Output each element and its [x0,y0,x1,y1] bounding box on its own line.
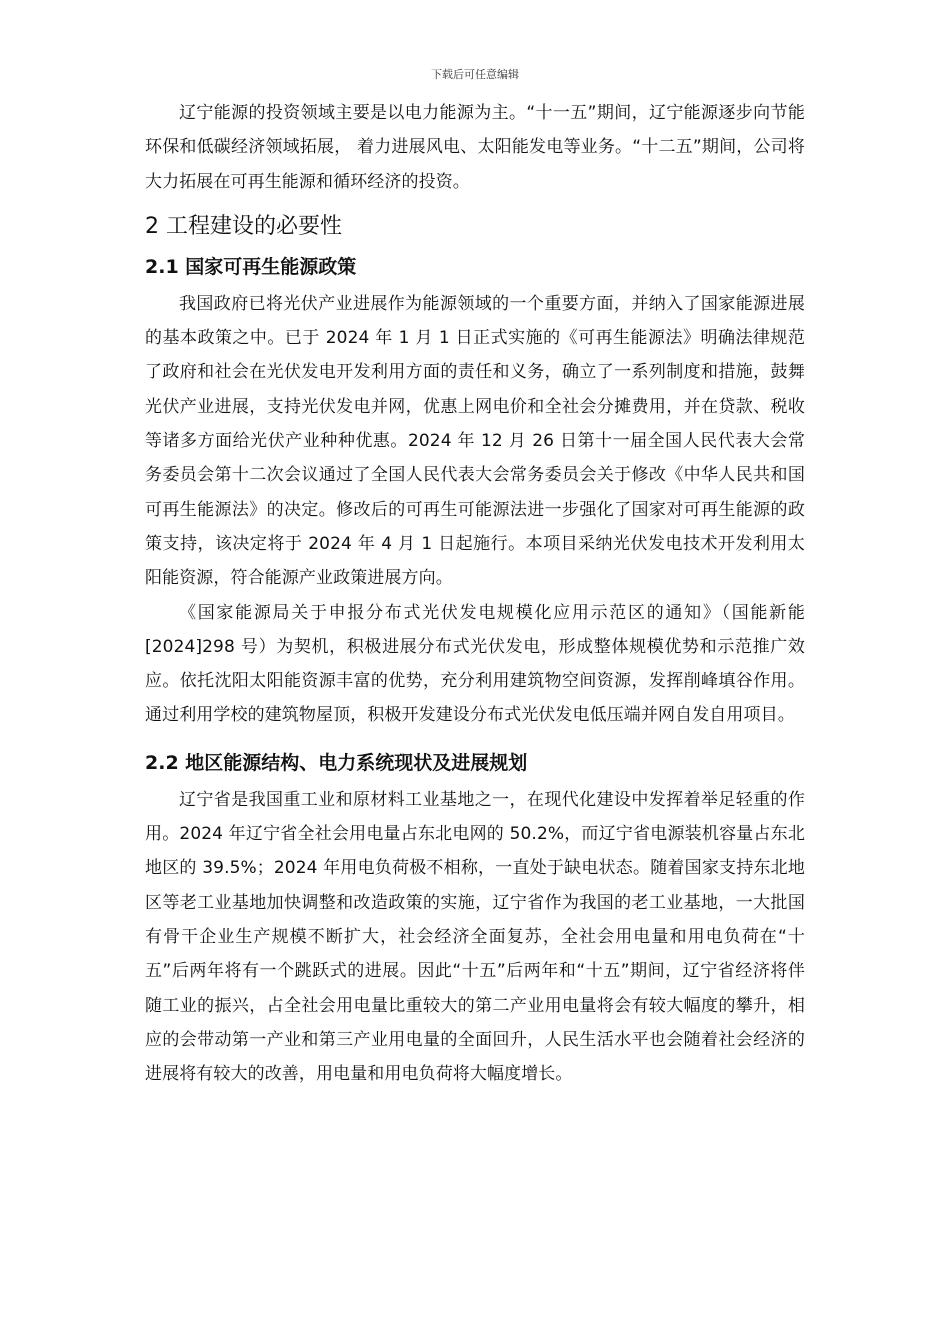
section-2-1-heading: 2.1 国家可再生能源政策 [145,255,357,278]
document-body [145,96,805,1091]
section-2-1-paragraph-1: 我国政府已将光伏产业进展作为能源领域的一个重要方面，并纳入了国家能源进展的基本政策之中。已于 2024 年 1 月 1 日正式实施的《可再生能源法》明确法律规范了政府和社会在光伏发电开发利用方面的责任和义务，确立了一系列制度和措施，鼓舞光伏产业进展，支持光伏发电并网，优惠上网电价和全社会分摊费用，并在贷款、税收等诸多方面给光伏产业种种优惠。2024 年 12 月 26 日第十一届全国人民代表大会常务委员会第十二次会议通过了全国人民代表大会常务委员会关于修改《中华人民共和国可再生能源法》的决定。修改后的可再生可能源法进一步强化了国家对可再生能源的政策支持，该决定将于 2024 年 4 月 1 日起施行。本项目采纳光伏发电技术开发利用太阳能资源，符合能源产业政策进展方向。 [145,293,805,589]
section-2-2-paragraph-1: 辽宁省是我国重工业和原材料工业基地之一，在现代化建设中发挥着举足轻重的作用。2024 年辽宁省全社会用电量占东北电网的 50.2%，而辽宁省电源装机容量占东北地区的 39.5%；2024 年用电负荷极不相称，一直处于缺电状态。随着国家支持东北地区等老工业基地加快调整和改造政策的实施，辽宁省作为我国的老工业基地，一大批国有骨干企业生产规模不断扩大，社会经济全面复苏，全社会用电量和用电负荷在“十五”后两年将有一个跳跃式的进展。因此“十五”后两年和“十五”期间，辽宁省经济将伴随工业的振兴，占全社会用电量比重较大的第二产业用电量将会有较大幅度的攀升，相应的会带动第一产业和第三产业用电量的全面回升，人民生活水平也会随着社会经济的进展将有较大的改善，用电量和用电负荷将大幅度增长。 [145,789,805,1085]
page-header: 下载后可任意编辑 [431,68,519,81]
section-2-2-heading: 2.2 地区能源结构、电力系统现状及进展规划 [145,751,528,774]
section-2-heading: 2 工程建设的必要性 [145,213,342,239]
intro-paragraph: 辽宁能源的投资领域主要是以电力能源为主。“十一五”期间，辽宁能源逐步向节能环保和低碳经济领域拓展， 着力进展风电、太阳能发电等业务。“十二五”期间，公司将大力拓展在可再生能源和循环经济的投资。 [145,103,805,192]
section-2-1-paragraph-2: 《国家能源局关于申报分布式光伏发电规模化应用示范区的通知》（国能新能[2024]298 号）为契机，积极进展分布式光伏发电，形成整体规模优势和示范推广效应。依托沈阳太阳能资源丰富的优势，充分利用建筑物空间资源，发挥削峰填谷作用。通过利用学校的建筑物屋顶，积极开发建设分布式光伏发电低压端并网自发自用项目。 [145,602,805,726]
